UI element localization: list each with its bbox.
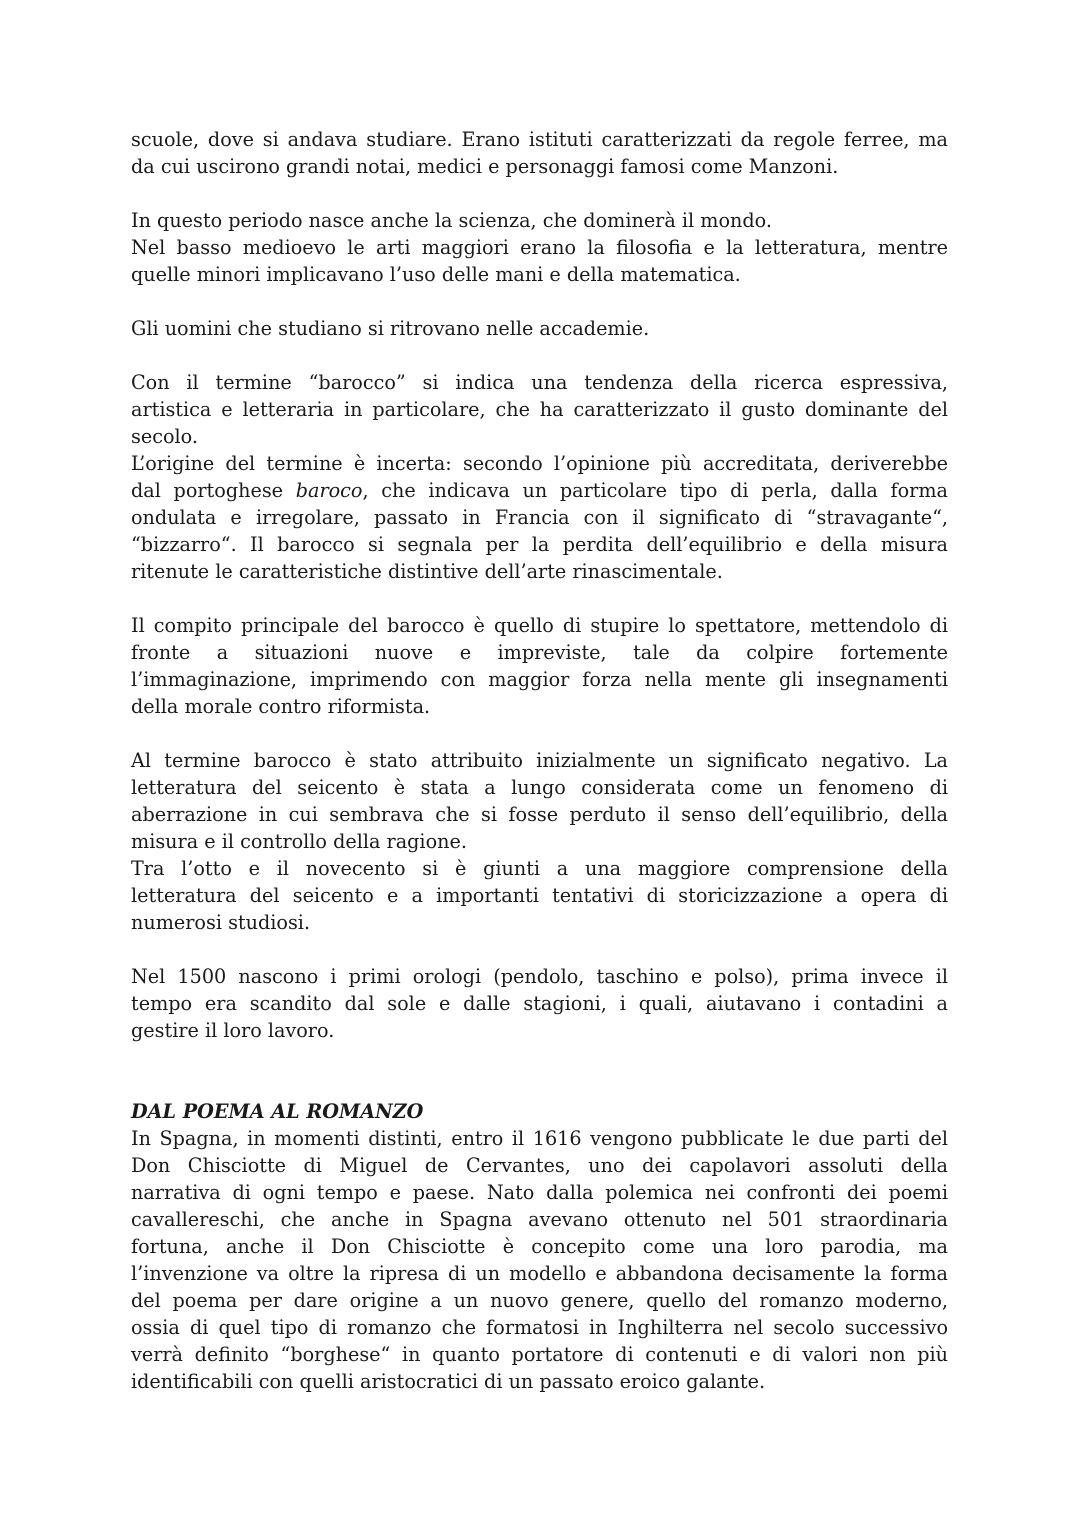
text-line: letteratura del seicento e a importanti tentativi di storicizzazione a opera di — [131, 884, 948, 907]
text-line: ondulata e irregolare, passato in Francia con il significato di “stravagante“, — [131, 506, 948, 529]
text-line: ossia di quel tipo di romanzo che formatosi in Inghilterra nel secolo successivo — [131, 1316, 948, 1339]
text-line: da cui uscirono grandi notai, medici e personaggi famosi come Manzoni. — [131, 155, 839, 178]
text-line: aberrazione in cui sembrava che si fosse perduto il senso dell’equilibrio, della — [131, 803, 948, 826]
text-line: “bizzarro“. Il barocco si segnala per la perdita dell’equilibrio e della misura — [131, 533, 948, 556]
text-line: tempo era scandito dal sole e dalle stagioni, i quali, aiutavano i contadini a — [131, 992, 948, 1015]
italic-word: baroco — [295, 479, 363, 502]
text-line: cavallereschi, che anche in Spagna avevano ottenuto nel 501 straordinaria — [131, 1208, 948, 1231]
paragraph-academies — [131, 315, 948, 342]
text-line: della morale contro riformista. — [131, 695, 431, 718]
text-line: del poema per dare origine a un nuovo genere, quello del romanzo moderno, — [131, 1289, 948, 1312]
document-page — [131, 126, 948, 1395]
text-fragment: , che indicava un particolare tipo di perla, dalla forma — [362, 479, 948, 502]
text-line: Con il termine “barocco” si indica una tendenza della ricerca espressiva, — [131, 371, 948, 394]
text-line: Gli uomini che studiano si ritrovano nelle accademie. — [131, 317, 650, 340]
text-line: Tra l’otto e il novecento si è giunti a una maggiore comprensione della — [131, 857, 948, 880]
text-line: narrativa di ogni tempo e paese. Nato dalla polemica nei confronti dei poemi — [131, 1181, 948, 1204]
text-line: numerosi studiosi. — [131, 911, 311, 934]
text-line: Nel basso medioevo le arti maggiori erano la filosofia e la letteratura, mentre — [131, 236, 948, 259]
text-line: l’invenzione va oltre la ripresa di un modello e abbandona decisamente la forma — [131, 1262, 948, 1285]
text-line: verrà definito “borghese“ in quanto portatore di contenuti e di valori non più — [131, 1343, 948, 1366]
paragraph-baroque-term — [131, 369, 948, 585]
paragraph-science — [131, 207, 948, 288]
paragraph-schools — [131, 126, 948, 180]
text-line: Nel 1500 nascono i primi orologi (pendolo, taschino e polso), prima invece il — [131, 965, 948, 988]
text-line: Don Chisciotte di Miguel de Cervantes, uno dei capolavori assoluti della — [131, 1154, 948, 1177]
text-fragment: dal portoghese — [131, 479, 296, 502]
text-line: gestire il loro lavoro. — [131, 1019, 335, 1042]
text-line: letteratura del seicento è stata a lungo considerata come un fenomeno di — [131, 776, 948, 799]
text-line: secolo. — [131, 425, 198, 448]
text-line: ritenute le caratteristiche distintive dell’arte rinascimentale. — [131, 560, 723, 583]
section-heading: DAL POEMA AL ROMANZO — [131, 1100, 424, 1123]
text-line: In Spagna, in momenti distinti, entro il 1616 vengono pubblicate le due parti del — [131, 1127, 948, 1150]
text-line: fortuna, anche il Don Chisciotte è concepito come una loro parodia, ma — [131, 1235, 948, 1258]
text-line: artistica e letteraria in particolare, che ha caratterizzato il gusto dominante del — [131, 398, 948, 421]
paragraph-don-quixote — [131, 1125, 948, 1395]
text-line: quelle minori implicavano l’uso delle mani e della matematica. — [131, 263, 741, 286]
paragraph-clocks — [131, 963, 948, 1044]
text-line: In questo periodo nasce anche la scienza, che dominerà il mondo. — [131, 209, 772, 232]
text-line: identificabili con quelli aristocratici di un passato eroico galante. — [131, 1370, 766, 1393]
text-line — [131, 477, 948, 504]
text-line: l’immaginazione, imprimendo con maggior forza nella mente gli insegnamenti — [131, 668, 948, 691]
paragraph-baroque-purpose — [131, 612, 948, 720]
paragraph-baroque-meaning — [131, 747, 948, 936]
text-line: Al termine barocco è stato attribuito inizialmente un significato negativo. La — [131, 749, 948, 772]
text-line: Il compito principale del barocco è quello di stupire lo spettatore, mettendolo di — [131, 614, 948, 637]
text-line: scuole, dove si andava studiare. Erano istituti caratterizzati da regole ferree, ma — [131, 128, 948, 151]
text-line: fronte a situazioni nuove e impreviste, tale da colpire fortemente — [131, 641, 948, 664]
text-line: L’origine del termine è incerta: secondo l’opinione più accreditata, deriverebbe — [131, 452, 948, 475]
text-line: misura e il controllo della ragione. — [131, 830, 467, 853]
